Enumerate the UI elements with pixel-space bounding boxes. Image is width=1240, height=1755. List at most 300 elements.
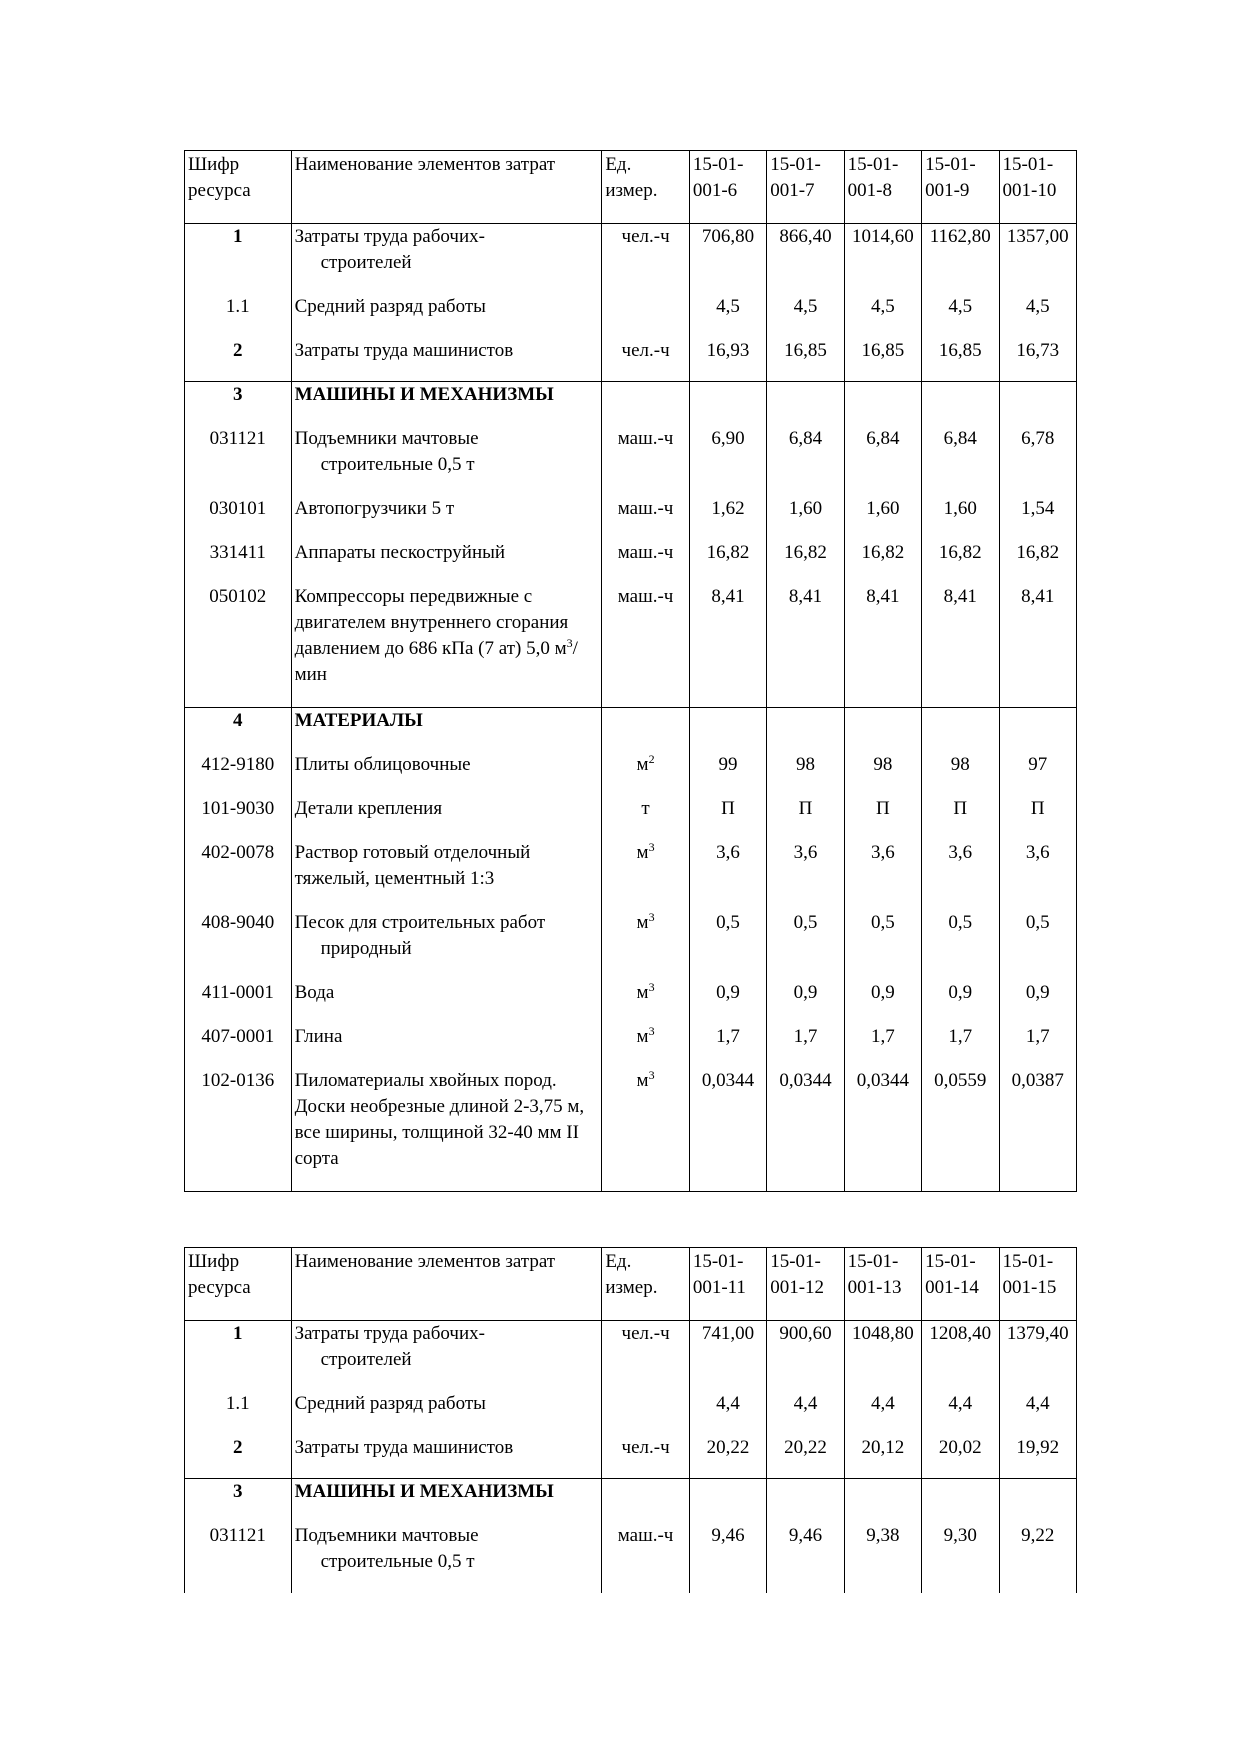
value-cell (999, 840, 1077, 910)
text: т (641, 797, 650, 819)
header-unit (602, 1248, 689, 1321)
header-col (844, 151, 921, 224)
value-cell (844, 496, 921, 540)
value-cell (767, 224, 844, 294)
value-cell (767, 1391, 844, 1435)
table-row (185, 1321, 1077, 1391)
table-row (185, 796, 1077, 840)
table-body (185, 1248, 1077, 1593)
header-col (922, 151, 999, 224)
table-row (185, 1068, 1077, 1192)
text: Подъемники мачтовые (294, 427, 479, 449)
value-cell (689, 708, 766, 752)
value-cell (844, 1523, 921, 1593)
text: 1357,00 (1006, 226, 1069, 247)
text: 4,5 (716, 295, 740, 317)
header-name (291, 1248, 602, 1321)
resource-code (185, 1068, 292, 1192)
resource-name (291, 1523, 602, 1593)
text: 0,5 (870, 911, 895, 933)
text: 9,22 (1021, 1524, 1055, 1546)
header-col (922, 1248, 999, 1321)
resource-code (185, 1321, 292, 1391)
text: МАШИНЫ И МЕХАНИЗМЫ (294, 1481, 554, 1502)
text: маш.-ч (617, 497, 674, 519)
text: чел.-ч (621, 1436, 670, 1458)
text: 001-7 (770, 180, 815, 201)
value-cell (767, 426, 844, 496)
unit (602, 1321, 689, 1391)
text: 0,5 (793, 911, 818, 933)
text: 0,5 (948, 911, 973, 933)
text: 0,0344 (856, 1069, 909, 1091)
resource-code (185, 910, 292, 980)
unit (602, 540, 689, 584)
value-cell (999, 1024, 1077, 1068)
table-row (185, 708, 1077, 752)
resource-name (291, 752, 602, 796)
value-cell (767, 752, 844, 796)
value-cell (844, 910, 921, 980)
value-cell (922, 910, 999, 980)
text: 3,6 (793, 841, 818, 863)
text: Вода (294, 981, 335, 1003)
value-cell (689, 496, 766, 540)
text: Автопогрузчики 5 т (294, 497, 455, 519)
text: Пиломатериалы хвойных пород. Доски необрезные длиной 2-3,75 м, все ширины, толщиной 32-40 мм II сорта (294, 1069, 585, 1169)
text: 6,84 (866, 427, 900, 449)
value-cell (689, 910, 766, 980)
table-row (185, 338, 1077, 382)
text: 0,9 (1025, 981, 1050, 1003)
resource-code (185, 496, 292, 540)
resource-code (185, 1024, 292, 1068)
text: 0,9 (948, 981, 973, 1003)
value-cell (844, 840, 921, 910)
unit: $м^3$ (602, 1024, 689, 1068)
value-cell (844, 796, 921, 840)
text: строительные 0,5 т (320, 453, 475, 475)
resource-table-1 (184, 150, 1077, 1192)
value-cell (922, 224, 999, 294)
text: 0,0344 (779, 1069, 832, 1091)
text: 4,4 (716, 1392, 740, 1414)
text: 20,22 (706, 1436, 750, 1458)
text: 15-01- (770, 154, 821, 175)
text: 98 (950, 753, 970, 775)
value-cell (922, 540, 999, 584)
value-cell (999, 382, 1077, 426)
text: 1,7 (870, 1025, 895, 1047)
text: 16,85 (784, 339, 827, 361)
text: 4,5 (1025, 295, 1050, 317)
text: 16,93 (706, 339, 750, 361)
unit (602, 1391, 689, 1435)
text: 6,90 (711, 427, 745, 449)
value-cell (689, 980, 766, 1024)
text: ресурса (188, 1277, 251, 1298)
text: Затраты труда рабочих- (294, 1323, 485, 1344)
text: 1379,40 (1006, 1323, 1069, 1344)
resource-code (185, 338, 292, 382)
text: 3 (233, 1481, 243, 1502)
resource-name (291, 1435, 602, 1479)
value-cell (689, 1391, 766, 1435)
table-row (185, 980, 1077, 1024)
resource-code (185, 224, 292, 294)
value-cell (922, 294, 999, 338)
text: Ед. (605, 154, 632, 175)
text: 1162,80 (929, 226, 991, 247)
unit (602, 382, 689, 426)
text: 16,85 (861, 339, 905, 361)
value-cell (689, 796, 766, 840)
value-cell (999, 1321, 1077, 1391)
value-cell (922, 382, 999, 426)
text: 15-01- (847, 1251, 899, 1272)
resource-name (291, 796, 602, 840)
text: 4,4 (948, 1392, 973, 1414)
value-cell (999, 224, 1077, 294)
value-cell (767, 1321, 844, 1391)
resource-name (291, 540, 602, 584)
header-col (999, 1248, 1077, 1321)
table-row (185, 752, 1077, 796)
text: 98 (873, 753, 893, 775)
text: 0,9 (870, 981, 895, 1003)
text: 97 (1028, 753, 1048, 775)
text: Средний разряд работы (294, 1392, 486, 1414)
table-row (185, 224, 1077, 294)
text: строителей (320, 1349, 412, 1370)
table-row (185, 1479, 1077, 1523)
value-cell (689, 224, 766, 294)
resource-code (185, 796, 292, 840)
text: 16,82 (706, 541, 750, 563)
text: 9,46 (711, 1524, 745, 1546)
text: Наименование элементов затрат (294, 154, 556, 175)
text: чел.-ч (621, 1323, 670, 1344)
text: 001-11 (692, 1277, 746, 1298)
text: 0,0344 (701, 1069, 755, 1091)
text: 3,6 (716, 841, 740, 863)
text: 19,92 (1016, 1436, 1060, 1458)
value-cell (767, 1435, 844, 1479)
value-cell (844, 752, 921, 796)
value-cell (922, 426, 999, 496)
value-cell (844, 708, 921, 752)
text: МАТЕРИАЛЫ (294, 710, 423, 731)
text: маш.-ч (617, 541, 674, 563)
text: 20,22 (784, 1436, 827, 1458)
header-row (185, 1248, 1077, 1321)
text: Аппараты пескоструйный (294, 541, 506, 563)
text: 408-9040 (201, 911, 275, 933)
table-row (185, 1523, 1077, 1593)
text: 1,7 (716, 1025, 740, 1047)
text: 3,6 (1025, 841, 1050, 863)
text: 402-0078 (201, 841, 275, 863)
value-cell (767, 796, 844, 840)
header-code (185, 1248, 292, 1321)
header-col (999, 151, 1077, 224)
value-cell (922, 840, 999, 910)
value-cell (999, 338, 1077, 382)
text: 8,41 (711, 585, 745, 607)
value-cell (844, 540, 921, 584)
text: 102-0136 (201, 1069, 275, 1091)
value-cell (767, 980, 844, 1024)
value-cell (689, 1435, 766, 1479)
text: Песок для строительных работ (294, 911, 546, 933)
value-cell (999, 1435, 1077, 1479)
text: 001-6 (692, 180, 738, 201)
text: 1,7 (793, 1025, 818, 1047)
value-cell (922, 796, 999, 840)
text: Глина (294, 1025, 343, 1047)
header-col (767, 151, 844, 224)
text: Затраты труда машинистов (294, 339, 514, 361)
text: 16,82 (861, 541, 905, 563)
text: 9,38 (866, 1524, 900, 1546)
text: маш.-ч (617, 427, 674, 449)
value-cell (999, 1391, 1077, 1435)
text: природный (320, 937, 412, 959)
text: 411-0001 (201, 981, 274, 1003)
text: 4,5 (948, 295, 973, 317)
text: 4,4 (1025, 1392, 1050, 1414)
unit (602, 796, 689, 840)
text: Детали крепления (294, 797, 443, 819)
text: 101-9030 (201, 797, 275, 819)
text: измер. (605, 180, 658, 201)
resource-name: Компрессоры передвижные с двигателем внутреннего сгорания давлением до 686 кПа (7 ат) 5,0 $м^3$/мин (291, 584, 602, 708)
text: 331411 (209, 541, 266, 563)
resource-code (185, 1479, 292, 1523)
unit: $м^2$ (602, 752, 689, 796)
text: 1,60 (866, 497, 900, 519)
text: 050102 (209, 585, 267, 607)
text: 15-01- (1002, 1251, 1054, 1272)
value-cell (767, 382, 844, 426)
header-col (844, 1248, 921, 1321)
table-row (185, 840, 1077, 910)
resource-name (291, 910, 602, 980)
text: чел.-ч (621, 226, 670, 247)
text: 16,82 (938, 541, 982, 563)
value-cell (844, 584, 921, 708)
text: МАШИНЫ И МЕХАНИЗМЫ (294, 384, 554, 405)
text: 20,02 (938, 1436, 982, 1458)
resource-code (185, 1523, 292, 1593)
text: 15-01- (770, 1251, 821, 1272)
table-row (185, 910, 1077, 980)
resource-code (185, 584, 292, 708)
header-col (767, 1248, 844, 1321)
value-cell (999, 294, 1077, 338)
text: 4 (233, 710, 243, 731)
text: 1,7 (1025, 1025, 1050, 1047)
resource-name (291, 1391, 602, 1435)
text: 15-01- (692, 1251, 744, 1272)
text: 6,84 (943, 427, 977, 449)
unit: $м^3$ (602, 1068, 689, 1192)
text: 001-14 (925, 1277, 979, 1298)
text: 15-01- (847, 154, 899, 175)
value-cell (767, 840, 844, 910)
value-cell (844, 294, 921, 338)
resource-code (185, 382, 292, 426)
resource-code (185, 1391, 292, 1435)
text: 8,41 (788, 585, 823, 607)
resource-name (291, 1479, 602, 1523)
text: 4,4 (870, 1392, 895, 1414)
text: 001-13 (847, 1277, 902, 1298)
text: 15-01- (692, 154, 744, 175)
value-cell (922, 1024, 999, 1068)
resource-name (291, 224, 602, 294)
unit (602, 338, 689, 382)
text: маш.-ч (617, 1524, 674, 1546)
value-cell (922, 752, 999, 796)
text: 030101 (209, 497, 267, 519)
value-cell (922, 496, 999, 540)
resource-code (185, 708, 292, 752)
text: 3,6 (870, 841, 895, 863)
value-cell (689, 584, 766, 708)
unit (602, 1479, 689, 1523)
value-cell (767, 1024, 844, 1068)
text: 99 (718, 753, 738, 775)
header-name (291, 151, 602, 224)
resource-code (185, 426, 292, 496)
value-cell (689, 1024, 766, 1068)
text: 1.1 (225, 295, 250, 317)
text: 6,78 (1021, 427, 1055, 449)
value-cell (767, 584, 844, 708)
value-cell (767, 910, 844, 980)
value-cell (922, 980, 999, 1024)
unit: $м^3$ (602, 910, 689, 980)
table-row (185, 294, 1077, 338)
resource-code (185, 752, 292, 796)
text: Затраты труда рабочих- (294, 226, 485, 247)
value-cell (922, 1435, 999, 1479)
text: 031121 (209, 1524, 266, 1546)
value-cell (999, 496, 1077, 540)
value-cell (922, 1321, 999, 1391)
value-cell (689, 540, 766, 584)
value-cell (689, 294, 766, 338)
value-cell (999, 540, 1077, 584)
value-cell (689, 840, 766, 910)
text: 412-9180 (201, 753, 275, 775)
text: измер. (605, 1277, 658, 1298)
text: 1048,80 (851, 1323, 914, 1344)
text: П (1030, 797, 1045, 819)
text: П (721, 797, 735, 819)
text: 6,84 (788, 427, 823, 449)
text: 0,5 (716, 911, 740, 933)
value-cell (767, 708, 844, 752)
text: 1014,60 (851, 226, 914, 247)
text: 3 (233, 384, 243, 405)
text: 1 (233, 1323, 243, 1344)
value-cell (767, 540, 844, 584)
text: строителей (320, 252, 412, 273)
value-cell (844, 382, 921, 426)
value-cell (922, 1391, 999, 1435)
value-cell (999, 1068, 1077, 1192)
table-row (185, 584, 1077, 708)
text: 1 (233, 226, 243, 247)
text: 9,46 (788, 1524, 823, 1546)
text: ресурса (188, 180, 251, 201)
value-cell (767, 338, 844, 382)
value-cell (689, 426, 766, 496)
value-cell (844, 338, 921, 382)
resource-name (291, 426, 602, 496)
value-cell (999, 980, 1077, 1024)
text: 1,62 (711, 497, 745, 519)
text: 4,5 (793, 295, 818, 317)
text: 001-10 (1002, 180, 1057, 201)
resource-name (291, 294, 602, 338)
value-cell (844, 980, 921, 1024)
text: строительные 0,5 т (320, 1550, 475, 1572)
value-cell (999, 708, 1077, 752)
table-body (185, 151, 1077, 1192)
value-cell (922, 338, 999, 382)
text: 16,82 (784, 541, 827, 563)
resource-code (185, 540, 292, 584)
table-row (185, 382, 1077, 426)
resource-name (291, 382, 602, 426)
text: П (798, 797, 813, 819)
unit (602, 496, 689, 540)
resource-table-2 (184, 1247, 1077, 1593)
table-row (185, 426, 1077, 496)
value-cell (767, 294, 844, 338)
text: 1.1 (225, 1392, 250, 1414)
text: 0,9 (716, 981, 740, 1003)
resource-name (291, 840, 602, 910)
text: 16,85 (938, 339, 982, 361)
text: 16,82 (1016, 541, 1060, 563)
value-cell (999, 1479, 1077, 1523)
resource-code (185, 840, 292, 910)
text: Раствор готовый отделочный тяжелый, цементный 1:3 (294, 841, 531, 889)
unit (602, 1435, 689, 1479)
header-col (689, 1248, 766, 1321)
header-code (185, 151, 292, 224)
value-cell (999, 426, 1077, 496)
text: 20,12 (861, 1436, 905, 1458)
text: 98 (795, 753, 815, 775)
text: 031121 (209, 427, 266, 449)
value-cell (922, 1523, 999, 1593)
value-cell (689, 1479, 766, 1523)
text: П (876, 797, 890, 819)
text: 15-01- (1002, 154, 1054, 175)
resource-name (291, 496, 602, 540)
text: Подъемники мачтовые (294, 1524, 479, 1546)
value-cell (844, 1479, 921, 1523)
text: 0,0387 (1011, 1069, 1064, 1091)
text: 900,60 (779, 1323, 832, 1344)
text: Наименование элементов затрат (294, 1251, 556, 1272)
value-cell (844, 1391, 921, 1435)
